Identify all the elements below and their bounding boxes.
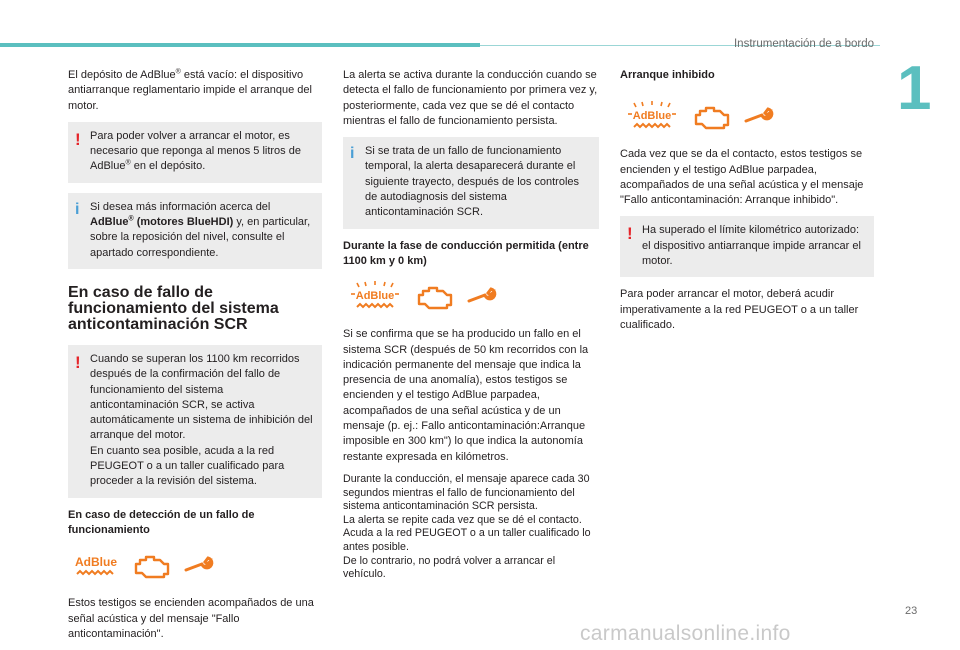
subhead-start-inhibited: Arranque inhibido (620, 69, 715, 81)
column-1 (68, 68, 322, 650)
subhead-permitted-driving: Durante la fase de conducción permitida (entre 1100 km y 0 km) (343, 239, 589, 267)
warning-box-refill: ! Para poder volver a arrancar el motor, es necesario que reponga al menos 5 litros de AdBlue® en el depósito. (68, 122, 322, 183)
engine-warning-icon (692, 103, 730, 131)
adblue-icon-label: AdBlue (75, 555, 117, 570)
subhead-fault-detected: En caso de detección de un fallo de funcionamiento (68, 508, 255, 536)
warning-box-inhibition: ! Cuando se superan los 1100 km recorridos después de la confirmación del fallo de funcionamiento del sistema anticontaminación SCR, se activa automáticamente un sistema de inhibición del arranque del motor. En cuanto sea posible, acuda a la red PEUGEOT o a un taller cualificado para proceder a la revisión del sistema. (68, 345, 322, 498)
engine-warning-icon (132, 552, 170, 580)
warning-exclamation-icon: ! (75, 352, 81, 372)
watermark-text: carmanualsonline.info (580, 622, 791, 645)
intro-text: El depósito de AdBlue® está vacío: el dispositivo antiarranque reglamentario impide el arranque del motor. (68, 68, 312, 112)
section-title-scr-fault: En caso de fallo de funcionamiento del sistema anticontaminación SCR (68, 283, 279, 333)
warning-exclamation-icon: ! (75, 129, 81, 149)
warning-box-limit-exceeded: ! Ha superado el límite kilométrico autorizado: el dispositivo antiarranque impide arrancar el motor. (620, 216, 874, 277)
adblue-flashing-icon (626, 100, 678, 134)
inhibited-action-text: Para poder arrancar el motor, deberá acudir imperativamente a la red PEUGEOT o a un taller cualificado. (620, 288, 859, 331)
header-accent-bar (0, 43, 480, 47)
warning-lamps-row (74, 546, 322, 586)
chapter-number: 1 (897, 54, 932, 123)
inhibited-description: Cada vez que se da el contacto, estos testigos se encienden y el testigo AdBlue parpadea, acompañados de una señal acústica y el mensaje "Fallo anticontaminación: Arranque inhibido". (620, 148, 864, 207)
lamps-description: Estos testigos se encienden acompañados de una señal acústica y del mensaje "Fallo anticontaminación". (68, 597, 314, 640)
column-3 (620, 68, 874, 341)
warning-lamps-row-inhibited (626, 97, 874, 137)
page-header-title: Instrumentación de a bordo (733, 38, 874, 50)
info-box-adblue: i Si desea más información acerca del AdBlue® (motores BlueHDI) y, en particular, sobre la reposición del nivel, consulte el apartado correspondiente. (68, 193, 322, 269)
info-icon: i (350, 145, 355, 163)
adblue-icon-label: AdBlue (632, 110, 672, 123)
driving-message-description: Durante la conducción, el mensaje aparece cada 30 segundos mientras el fallo de funcionamiento del sistema anticontaminación SCR persista. La alerta se repite cada vez que se dé el contacto. Acuda a la red PEUGEOT o a un taller cualificado lo antes posible. De lo contrario, no podrá volver a arrancar el vehículo. (343, 472, 591, 581)
info-icon: i (75, 200, 80, 218)
wrench-service-icon (744, 107, 774, 127)
warning-lamps-row-flashing (349, 277, 599, 317)
page-number: 23 (905, 605, 918, 617)
alert-description: La alerta se activa durante la conducción cuando se detecta el fallo de funcionamiento por primera vez y, posteriormente, cada vez que se dé el contacto mientras el fallo de funcionamiento persista. (343, 69, 598, 127)
wrench-service-icon (184, 556, 214, 576)
adblue-icon-label: AdBlue (355, 290, 395, 303)
scr-fault-description: Si se confirma que se ha producido un fallo en el sistema SCR (después de 50 km recorridos con la indicación permanente del mensaje que indica la presencia de una anomalía), estos testigos se encienden y el testigo AdBlue parpadea, acompañados de una señal acústica y de un mensaje (p. ej.: Fallo anticontaminación:Arranque imposible en 300 km") lo que indica la autonomía restante expresada en kilómetros. (343, 328, 589, 463)
adblue-flashing-icon (349, 280, 401, 314)
wrench-service-icon (467, 287, 497, 307)
adblue-warning-icon (74, 553, 118, 579)
column-2 (343, 68, 599, 582)
info-box-temporary-fault: i Si se trata de un fallo de funcionamiento temporal, la alerta desaparecerá durante el siguiente trayecto, después de los controles de autodiagnosis del sistema anticontaminación SCR. (343, 137, 599, 228)
engine-warning-icon (415, 283, 453, 311)
warning-exclamation-icon: ! (627, 224, 633, 244)
